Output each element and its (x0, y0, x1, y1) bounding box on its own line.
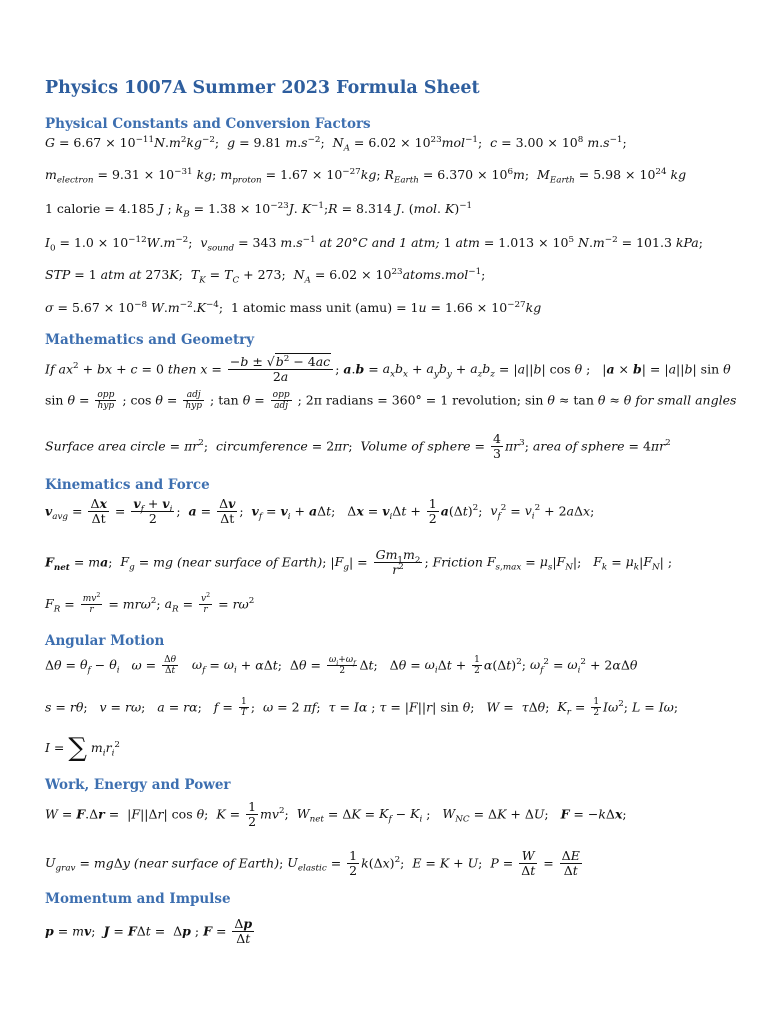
circumference-label: circumference (216, 438, 308, 454)
formula-line: $I_0 = 1.0 \times 10^{-12}W.m^{-2}$; $v_{sound} = 343$ $m.s^{-1}$ at 20°C and 1 atm; 1 atm = $1.013 \times 10^5$ $N.m^{-2} = 101.3$ kPa; (45, 234, 703, 254)
section-heading-constants: Physical Constants and Conversion Factors (45, 116, 371, 132)
formula-line: STP = 1 atm at 273K; $T_K = T_C + 273$; $N_A = 6.02$ × $10^{23}atoms.mol^{-1}$; (45, 266, 486, 286)
section-heading-momentum: Momentum and Impulse (45, 891, 231, 907)
page-title: Physics 1007A Summer 2023 Formula Sheet (45, 78, 480, 98)
formula-line: $G = 6.67 \times 10^{-11}N.m^2kg^{-2}$; g = 9.81 $m.s^{-2}$; $N_A = 6.02 \times 10^{23}mol^{-1}$; $c = 3.00 \times 10^8$ $m.s^{-1}$; (45, 134, 627, 154)
section-heading-angular: Angular Motion (45, 633, 165, 649)
formula-line: $F_R$ = $\frac{mv^2}{r}$ = mrω$^2$; $a_R$ = $\frac{v^2}{r}$ = $r\omega^2$ (45, 592, 255, 616)
formula-line: $v_{avg}$ = $\frac{\Delta x}{\Delta t}$ = $\frac{v_f + v_i}{2}$ ; a = $\frac{\Delta v}{\Delta t}$ ; $v_f = v_i + a\Delta t$; $\Delta x = v_i\Delta t$ + $\frac{1}{2}$ $a(\Delta t)^2$; $v_f^2 = v_i^2 + 2a\Delta x$; (45, 496, 595, 527)
formula-line: 1 calorie = 4.185 J ; $k_B = 1.38 \times 10^{-23}J$. $K^{-1};R = 8.314$ J. (mol. K)$^{-1}$ (45, 200, 473, 220)
section-heading-work: Work, Energy and Power (45, 777, 231, 793)
formula-line: I = ∑ $m_ir_i^2$ (45, 733, 120, 763)
formula-line: If $ax^2$ + bx + c = 0 then x = $\frac{-b \pm √b^2 - 4ac}{2a}$ ; $a.b = a_xb_x + a_yb_y + a_zb_z = |a||b|$ cos θ ; |a × b| = |a||b| sin θ (45, 353, 731, 385)
volume-label: Volume of sphere (360, 438, 471, 454)
sound-condition: at 20°C and 1 atm; (319, 235, 440, 250)
area-sphere-label: area of sphere (532, 438, 625, 454)
near-earth-text: (near surface of Earth) (176, 554, 323, 570)
formula-line: $\Delta\theta = \theta_f - \theta_i$ ω = $\frac{\Delta\theta}{\Delta t}$ $\omega_f = \omega_i + \alpha\Delta t$; Δθ = $\frac{\omega_i+\omega_f}{2}$ Δt; $\Delta\theta = \omega_i\Delta t$ + $\frac{1}{2}$ $\alpha(\Delta t)^2$; $\omega_f^2 = \omega_i^2 + 2\alpha\Delta\theta$ (45, 655, 638, 677)
section-heading-math: Mathematics and Geometry (45, 332, 255, 348)
formula-line: s = rθ; v = rω; a = rα; f = $\frac{1}{T}$ ; ω = 2 πf; τ = Iα ; τ = |F||r| sin θ; W = τΔθ; $K_r$ = $\frac{1}{2}$ $I\omega^2$; L = Iω; (45, 697, 679, 719)
formula-line: $F_{net}$ = ma; $F_g$ = mg (near surface of Earth); $|F_g|$ = $\frac{Gm_1m_2}{r^2}$ ; Friction $F_{s,max} = \mu_s|F_N|$; $F_k = \mu_k|F_N|$ ; (45, 547, 673, 578)
formula-line: W = F.Δr = |F||Δr| cos θ; K = $\frac{1}{2}$ $mv^2$; $W_{net} = \Delta K = K_f - K_i$ ; $W_{NC} = \Delta K + \Delta U$; F = −kΔx; (45, 799, 627, 830)
formula-line: Surface area circle = $\pi r^2$; circumference = 2πr; Volume of sphere = $\frac{4}{3}$ $\pi r^3$; area of sphere = $4\pi r^2$ (45, 431, 671, 462)
formula-line: $\sigma = 5.67 \times 10^{-8}$ $W.m^{-2}.K^{-4}$; 1 atomic mass unit $(amu) = 1u = 1.66 \times 10^{-27}kg$ (45, 299, 542, 315)
formula-line: p = mv; J = FΔt = Δp ; F = $\frac{\Delta p}{\Delta t}$ (45, 916, 253, 947)
quadratic-fraction: $\frac{-b \pm √b^2 - 4ac}{2a}$ (228, 355, 333, 385)
formula-line: sin θ = $\frac{\text{opp}}{\text{hyp}}$ ; cos θ = $\frac{\text{adj}}{\text{hyp}}$ ; tan θ = $\frac{\text{opp}}{\text{adj}}$ ; 2π radians = 360° = 1 revolution; sin θ ≈ tan θ ≈ θ for small angles (45, 390, 737, 412)
small-angles-text: for small angles (635, 392, 737, 408)
radians-text: 2π radians = 360° = 1 revolution; (305, 392, 521, 408)
near-earth-text: (near surface of Earth) (133, 855, 280, 871)
calorie-label: 1 calorie (45, 201, 101, 216)
formula-line: $U_{grav} = mg\Delta y$ (near surface of Earth); $U_{elastic}$ = $\frac{1}{2}$ $k(\Delta x)^2$; E = K + U; P = $\frac{W}{\Delta t}$ = $\frac{\Delta E}{\Delta t}$ (45, 848, 580, 879)
section-heading-kinematics: Kinematics and Force (45, 477, 210, 493)
surface-area-label: Surface area circle (45, 438, 166, 454)
formula-line: $m_{electron} = 9.31 \times 10^{-31}$ kg; $m_{proton} = 1.67 \times 10^{-27}kg$; $R_{Earth} = 6.370 \times 10^6m$; $M_{Earth} = 5.98 \times 10^{24}$ kg (45, 166, 687, 186)
amu-label: 1 atomic mass unit (amu) (231, 300, 393, 315)
friction-label: Friction (432, 554, 483, 570)
